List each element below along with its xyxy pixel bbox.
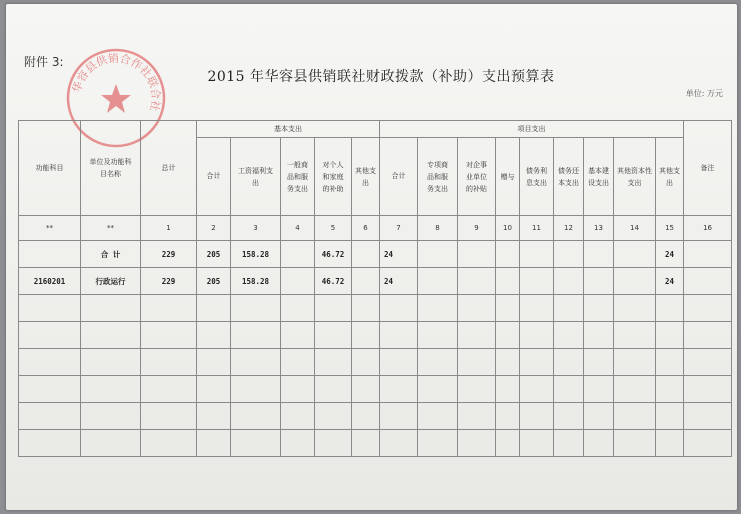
- col-wages: 工资福利支出: [231, 138, 281, 216]
- index-cell: 4: [281, 216, 315, 241]
- cell-households: 46.72: [315, 268, 352, 295]
- cell-project-sum: 24: [380, 268, 418, 295]
- cell-c16: [684, 268, 732, 295]
- unit-label: 单位: 万元: [685, 89, 723, 98]
- table-row-empty: [19, 430, 732, 457]
- document-page: [6, 4, 737, 510]
- cell-total: 229: [141, 268, 197, 295]
- index-cell: 14: [614, 216, 656, 241]
- cell-name: 合 计: [81, 241, 141, 268]
- cell-code: [19, 241, 81, 268]
- col-capital-construction: 基本建设支出: [584, 138, 614, 216]
- col-unit-name: 单位及功能科目名称: [81, 121, 141, 216]
- cell-c9: [458, 241, 496, 268]
- cell-c16: [684, 241, 732, 268]
- index-cell: 2: [197, 216, 231, 241]
- cell-c9: [458, 268, 496, 295]
- cell-wages: 158.28: [231, 268, 281, 295]
- group-basic: 基本支出: [197, 121, 380, 138]
- cell-goods: [281, 241, 315, 268]
- index-cell: **: [81, 216, 141, 241]
- col-basic-other: 其他支出: [352, 138, 380, 216]
- cell-c15: 24: [656, 241, 684, 268]
- index-cell: 3: [231, 216, 281, 241]
- cell-basic-other: [352, 241, 380, 268]
- index-cell: 8: [418, 216, 458, 241]
- cell-c13: [584, 241, 614, 268]
- cell-c14: [614, 241, 656, 268]
- cell-c14: [614, 268, 656, 295]
- budget-table: [18, 120, 732, 457]
- col-total: 总计: [141, 121, 197, 216]
- cell-c11: [520, 241, 554, 268]
- index-cell: 5: [315, 216, 352, 241]
- index-cell: 6: [352, 216, 380, 241]
- cell-c8: [418, 241, 458, 268]
- table-row-empty: [19, 322, 732, 349]
- col-goods: 一般商品和服务支出: [281, 138, 315, 216]
- table-row-empty: [19, 376, 732, 403]
- group-project: 项目支出: [380, 121, 684, 138]
- table-row-empty: [19, 349, 732, 376]
- table-row-empty: [19, 295, 732, 322]
- col-other-capital: 其他资本性支出: [614, 138, 656, 216]
- index-cell: 11: [520, 216, 554, 241]
- svg-text:华容县供销合作社联合社: 华容县供销合作社联合社: [70, 51, 163, 113]
- cell-households: 46.72: [315, 241, 352, 268]
- cell-project-sum: 24: [380, 241, 418, 268]
- cell-basic-sum: 205: [197, 268, 231, 295]
- col-debt-principal: 债务还本支出: [554, 138, 584, 216]
- col-remark: 备注: [684, 121, 732, 216]
- cell-c12: [554, 241, 584, 268]
- col-debt-interest: 债务利息支出: [520, 138, 554, 216]
- table-row-admin: [19, 268, 732, 295]
- header-row-groups: [19, 121, 732, 138]
- col-func-code: 功能科目: [19, 121, 81, 216]
- index-cell: 12: [554, 216, 584, 241]
- cell-c10: [496, 241, 520, 268]
- cell-c8: [418, 268, 458, 295]
- cell-c15: 24: [656, 268, 684, 295]
- index-row: [19, 216, 732, 241]
- index-cell: 13: [584, 216, 614, 241]
- col-enterprise-subsidy: 对企事业单位的补贴: [458, 138, 496, 216]
- cell-name: 行政运行: [81, 268, 141, 295]
- cell-basic-sum: 205: [197, 241, 231, 268]
- index-cell: 15: [656, 216, 684, 241]
- index-cell: 16: [684, 216, 732, 241]
- cell-c12: [554, 268, 584, 295]
- cell-c11: [520, 268, 554, 295]
- index-cell: **: [19, 216, 81, 241]
- cell-basic-other: [352, 268, 380, 295]
- cell-c13: [584, 268, 614, 295]
- table-row-total: [19, 241, 732, 268]
- col-project-sum: 合计: [380, 138, 418, 216]
- cell-total: 229: [141, 241, 197, 268]
- index-cell: 10: [496, 216, 520, 241]
- index-cell: 9: [458, 216, 496, 241]
- col-basic-sum: 合计: [197, 138, 231, 216]
- table-row-empty: [19, 403, 732, 430]
- cell-c10: [496, 268, 520, 295]
- page-title: 2015 年华容县供销联社财政拨款（补助）支出预算表: [207, 69, 555, 85]
- attachment-label: 附件 3:: [24, 55, 64, 69]
- col-project-other: 其他支出: [656, 138, 684, 216]
- col-grant: 赠与: [496, 138, 520, 216]
- cell-goods: [281, 268, 315, 295]
- col-special-goods: 专项商品和服务支出: [418, 138, 458, 216]
- cell-code: 2160201: [19, 268, 81, 295]
- index-cell: 1: [141, 216, 197, 241]
- col-households: 对个人和家庭的补助: [315, 138, 352, 216]
- index-cell: 7: [380, 216, 418, 241]
- cell-wages: 158.28: [231, 241, 281, 268]
